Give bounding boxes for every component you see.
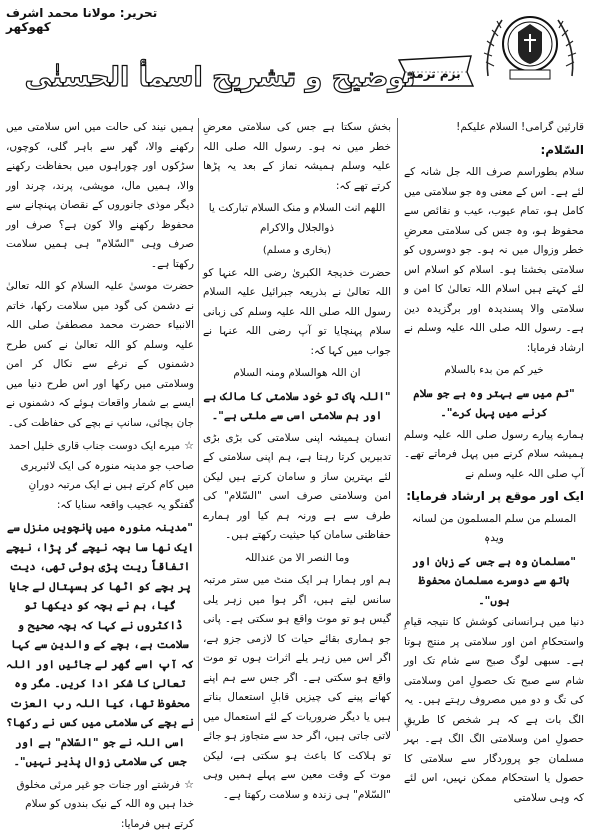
paragraph: انسان ہمیشہ اپنی سلامتی کی بڑی بڑی تدبیریں کرتا رہتا ہے، ہم اپنی سلامتی کے لئے بہترین ساز و سامان کرتے ہیں لیکن امن وسلامتی صرف اسی "السّلام" کی طرف سے ہے ورنہ ہم کیا اور ہمارے حفاظتی سامان کیا حیثیت رکھتے ہیں۔ [203,429,391,546]
paragraph: ایک اور موقع پر ارشاد فرمایا: [404,487,584,507]
star-icon: ☆ [184,439,194,452]
article-title: توضیح و تشریح اسمأ الحسنٰی [20,58,420,98]
banner-text: بزم ترمذ [409,67,460,82]
paragraph: سلام بطوراسم صرف اللہ جل شانہ کے لئے ہے۔ اس کے معنی وہ جو سلامتی میں کامل ہو، تمام عیوب، عیب و نقائص سے محفوظ ہو، وہ جس کی سلامتی معرضِ خطر وزوال میں نہ ہو۔ جو دوسروں کو سلامتی بخشتا ہو۔ اسلام کو اسلام اس لئے کہتے ہیں اسلام اللہ تعالیٰ کا امن و سلامتی والا پسندیدہ اور برگزیدہ دین ہے۔ رسول اللہ صلی اللہ علیہ وسلم نے ارشاد فرمایا: [404,163,584,358]
arabic-quote: خیر کم من بدء بالسلام [404,361,584,381]
paragraph: ہم اور ہمارا ہر ایک منٹ میں ستر مرتبہ سانس لیتے ہیں، اگر ہوا میں زہر یلی گیس ہو تو موت واقع ہو سکتی ہے۔ پانی جو ہماری بقائے حیات کا لازمی جزو ہے، اگر اس میں زہر یلے اثرات ہوں تو موت واقع ہو سکتی ہے۔ اگر جس سے ہم اپنے کھانے پینے کی چیزیں قابلِ استعمال بناتے ہیں یا دیگر ضروریات کے لئے استعمال میں لاتی جاتی ہیں، اگر حد سے متجاوز ہو جائے تو ہلاکت کا باعث ہو سکتی ہے، لیکن موت کے وقت معین سے پہلے ہمیں وہی "السّلام" ہی زندہ و سلامت رکھتا ہے۔ [203,571,391,805]
column-middle [203,118,391,733]
arabic-quote: وما النصر الا من عنداللہ [203,549,391,569]
column-divider [198,118,199,731]
section-text: فرشتے اور جنات جو غیر مرئی مخلوق خدا ہیں وہ اللہ کے نیک بندوں کو سلام کرتے ہیں فرمایا: [16,779,194,830]
section-intro [6,775,194,834]
column-left [6,118,194,733]
arabic-quote: اللھم انت السلام و منک السلام تبارکت یا ذوالجلال والاکرام [203,199,391,238]
paragraph: ہمارے پیارے رسول صلی اللہ علیہ وسلم ہمیشہ سلام کرنے میں پہل فرماتے تھے۔ آپ صلی اللہ علیہ وسلم نے [404,426,584,485]
paragraph: ہمیں نیند کی حالت میں اس سلامتی میں رکھنے والا، گھر سے باہر گلی، کوچوں، سڑکوں اور چوراہوں میں بحفاظت رکھنے والا، ہمیں مال، مویشی، پرند، چرند اور دیگر موذی جانوروں کے نقصان پہنچانے سے محفوظ رکھنے والا کون ہے؟ صرف اور صرف وہی "السّلام" ہی ہمیں سلامت رکھتا ہے۔ [6,118,194,274]
column-divider [397,118,398,731]
arabic-quote: ان اللہ ھوالسلام ومنہ السلام [203,364,391,384]
emblem-logo [480,6,580,86]
arabic-quote: المسلم من سلم المسلمون من لسانہ ویدہٖ [404,510,584,549]
column-right [404,118,584,733]
greeting: قارئین گرامی! السلام علیکم! [404,118,584,138]
star-icon: ☆ [184,778,194,791]
translation-quote: "اللہ پاک تو خود سلامتی کا مالک ہے اور ہم سلامتی اسی سے ملتی ہے"۔ [203,387,391,426]
translation-quote: "تم میں سے بہتر وہ ہے جو سلام کرنے میں پہل کرے"۔ [404,384,584,423]
anecdote-text: میرے ایک دوست جناب قاری خلیل احمد صاحب جو مدینہ منورہ کی ایک لائبریری میں کام کرتے ہیں نے ایک مرتبہ دورانِ گفتگو یہ عجیب واقعہ سنایا کہ: [9,440,194,511]
anecdote-intro [6,436,194,515]
section-heading: السّلام: [404,141,584,161]
paragraph: حضرت موسیٰ علیہ السلام کو اللہ تعالیٰ نے دشمن کی گود میں سلامت رکھا، خاتم الانبیاء حضرت محمد مصطفیٰ صلی اللہ علیہ وسلم کو اللہ تعالیٰ نے کس طرح دشمنوں کے نرغے سے نکال کر امن وسلامتی میں رکھا اور اس طرح دنیا میں ایسے بے شمار واقعات ہوئے کہ دشمنوں نے جان بچائی، سانپ نے بچے کی حفاظت کی۔ [6,277,194,433]
paragraph: بخش سکتا ہے جس کی سلامتی معرضِ خطر میں نہ ہو۔ رسول اللہ صلی اللہ علیہ وسلم ہمیشہ نماز کے بعد یہ پڑھا کرتے تھے کہ: [203,118,391,196]
byline: تحریر: مولانا محمد اشرف کھوکھر [6,6,206,34]
reference: (بخاری و مسلم) [203,241,391,261]
translation-quote: "مسلمان وہ ہے جس کے زبان اور ہاتھ سے دوسرے مسلمان محفوظ ہوں"۔ [404,552,584,611]
translation-quote: "مدینہ منورہ میں پانچویں منزل سے ایک نھا سا بچہ نیچے گر پڑا، نیچے اتفاقاً ریت پڑی ہوئی تھی، دیت پر بچے کو اٹھا کر ہسپتال لے جایا گیا، ہم نے بچہ کو دیکھا تو ڈاکٹروں نے کہا کہ بچہ صحیح و سلامت ہے، بچے کے والدین سے کہا کہ آپ اسے گھر لے جائیں اور اللہ تعالیٰ کا شکر ادا کریں۔ مگر وہ محفوظ تھا، کیا اللہ رب العزت نے بچے کی سلامتی میں کس نے رکھا؟ اسی اللہ نے جو "السّلام" ہے اور جس کی سلامتی زوال پذیر نہیں"۔ [6,518,194,772]
paragraph: دنیا میں ہرانسانی کوشش کا نتیجہ قیامِ واستحکامِ امن اور سلامتی پر منتج ہوتا ہے۔ سبھی لوگ صبح سے شام تک اور شام سے صبح تک حصولِ امن وسلامتی کی تگ و دو میں مصروف رہتے ہیں۔ یہ الگ بات ہے کہ ہر شخص کا طریقِ حصولِ امن وسلامتی الگ الگ ہے۔ بہر مسلمان جو پروردگار سے سلامتی کا حصول یا استحکام ممکن نہیں، اس لئے کہ وہی سلامتی [404,613,584,808]
paragraph: حضرت خدیجۃ الکبریٰ رضی اللہ عنہا کو اللہ تعالیٰ نے بذریعہ جبرائیل علیہ السلام رسول اللہ صلی اللہ علیہ وسلم کی زبانی سلام پہنچایا تو آپ رضی اللہ عنہا نے جواب میں کہا کہ: [203,264,391,362]
